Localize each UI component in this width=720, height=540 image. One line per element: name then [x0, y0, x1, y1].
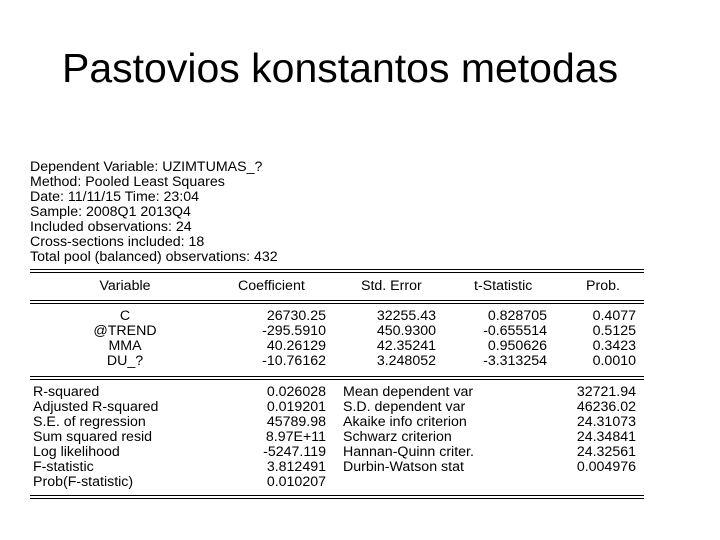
stats-row	[30, 400, 644, 415]
header-cross-sections: Cross-sections included: 18	[30, 234, 205, 250]
column-header-coefficient: Coefficient	[238, 278, 305, 294]
slide-title: Pastovios konstantos metodas	[62, 45, 619, 91]
variable-name: @TREND	[93, 323, 157, 339]
std-error-value: 3.248052	[376, 353, 436, 369]
stat-label: Akaike info criterion	[343, 414, 467, 430]
t-statistic-value: 0.828705	[487, 308, 547, 324]
stat-label: Prob(F-statistic)	[33, 474, 134, 490]
stat-label: Durbin-Watson stat	[343, 459, 464, 475]
header-dependent-variable: Dependent Variable: UZIMTUMAS_?	[30, 159, 263, 175]
coefficient-value: -295.5910	[262, 323, 326, 339]
prob-value: 0.3423	[592, 338, 636, 354]
std-error-value: 32255.43	[376, 308, 436, 324]
regression-output	[30, 160, 644, 499]
stat-label: Adjusted R-squared	[33, 399, 159, 415]
prob-value: 0.4077	[592, 308, 636, 324]
variable-name: MMA	[108, 338, 142, 354]
stats-row	[30, 445, 644, 460]
variable-name: DU_?	[106, 353, 144, 369]
stat-value: 3.812491	[266, 459, 326, 475]
prob-value: 0.0010	[592, 353, 636, 369]
stat-value: 0.010207	[266, 474, 326, 490]
coefficient-value: 26730.25	[266, 308, 326, 324]
table-row	[30, 324, 644, 339]
stat-value: 46236.02	[576, 399, 636, 415]
coefficient-value: -10.76162	[262, 353, 326, 369]
column-header-variable: Variable	[99, 278, 151, 294]
stat-label: Sum squared resid	[33, 429, 153, 445]
header-method: Method: Pooled Least Squares	[30, 174, 225, 190]
column-header-std-error: Std. Error	[361, 278, 422, 294]
std-error-value: 450.9300	[376, 323, 436, 339]
stat-value: 0.026028	[266, 384, 326, 400]
stat-label: F-statistic	[33, 459, 94, 475]
stat-value: 24.31073	[576, 414, 636, 430]
stats-row	[30, 385, 644, 400]
stat-value: -5247.119	[263, 444, 326, 460]
stat-label: Schwarz criterion	[343, 429, 452, 445]
t-statistic-value: -0.655514	[483, 323, 547, 339]
top-rule	[30, 269, 644, 273]
stats-row	[30, 415, 644, 430]
stat-value: 0.019201	[266, 399, 326, 415]
stat-value: 45789.98	[266, 414, 326, 430]
prob-value: 0.5125	[592, 323, 636, 339]
table-row	[30, 354, 644, 369]
stat-label: Log likelihood	[33, 444, 120, 460]
coefficient-table	[30, 309, 644, 369]
bottom-rule	[30, 495, 644, 499]
header-total-pool: Total pool (balanced) observations: 432	[30, 249, 278, 265]
t-statistic-value: -3.313254	[483, 353, 547, 369]
coefficient-value: 40.26129	[266, 338, 326, 354]
std-error-value: 42.35241	[376, 338, 436, 354]
column-header-row	[30, 279, 644, 294]
stat-value: 24.32561	[576, 444, 636, 460]
variable-name: C	[119, 308, 131, 324]
table-row	[30, 309, 644, 324]
stat-label: R-squared	[33, 384, 100, 400]
stat-value: 24.34841	[576, 429, 636, 445]
column-header-prob: Prob.	[586, 278, 620, 294]
stat-label: Mean dependent var	[343, 384, 474, 400]
t-statistic-value: 0.950626	[487, 338, 547, 354]
stat-value: 32721.94	[576, 384, 636, 400]
stat-label: S.E. of regression	[33, 414, 146, 430]
output-header	[30, 160, 644, 265]
stats-row	[30, 475, 644, 490]
statistics-table	[30, 385, 644, 490]
header-date: Date: 11/11/15 Time: 23:04	[30, 189, 200, 205]
stats-row	[30, 430, 644, 445]
header-included-observations: Included observations: 24	[30, 219, 192, 235]
column-header-t-statistic: t-Statistic	[474, 278, 533, 294]
table-row	[30, 339, 644, 354]
stat-value: 8.97E+11	[265, 429, 326, 445]
stat-label: Hannan-Quinn criter.	[343, 444, 474, 460]
header-sample: Sample: 2008Q1 2013Q4	[30, 204, 191, 220]
stats-row	[30, 460, 644, 475]
stat-value: 0.004976	[576, 459, 636, 475]
stat-label: S.D. dependent var	[343, 399, 466, 415]
